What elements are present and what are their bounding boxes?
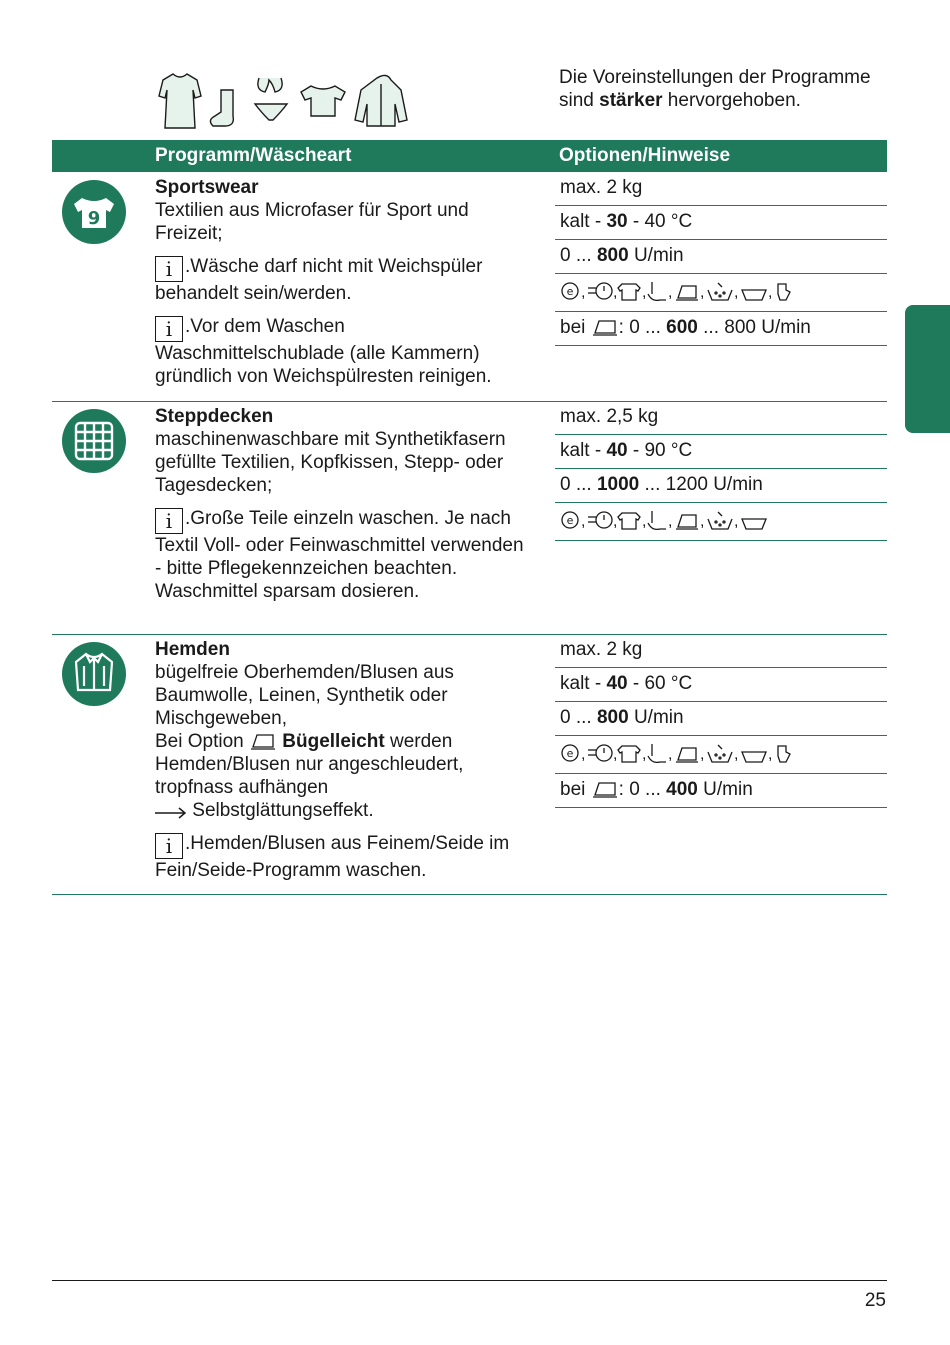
garment-icons — [155, 70, 415, 132]
temperature-range: kalt - 40 - 90 °C — [555, 435, 887, 469]
max-load: max. 2,5 kg — [555, 401, 887, 435]
dress-icon — [159, 74, 201, 128]
sock-icon — [210, 90, 233, 126]
rinse-icon — [648, 744, 666, 762]
soak-icon — [742, 290, 766, 300]
tshirt-icon — [301, 86, 345, 116]
easy-iron-icon — [618, 284, 640, 300]
svg-text:,: , — [668, 284, 673, 301]
info-note: i .Wäsche darf nicht mit Weichspüler behandelt sein/werden. — [155, 256, 483, 304]
wrinkle-icon — [591, 317, 619, 337]
svg-text:e: e — [566, 285, 574, 298]
header-options: Optionen/Hinweise — [559, 145, 731, 166]
svg-text:,: , — [768, 284, 773, 301]
rinse-icon — [648, 282, 666, 300]
jacket-icon — [355, 75, 407, 126]
prewash-icon — [708, 512, 732, 529]
eco-icon — [562, 283, 578, 299]
max-load: max. 2 kg — [555, 634, 887, 668]
temperature-range: kalt - 30 - 40 °C — [555, 206, 887, 240]
easy-iron-icon — [618, 513, 640, 529]
svg-text:,: , — [581, 284, 586, 301]
stain-icon — [778, 746, 790, 762]
svg-text:,: , — [668, 513, 673, 530]
svg-text:,: , — [642, 746, 647, 763]
info-icon: i — [155, 316, 183, 342]
max-load: max. 2 kg — [555, 172, 887, 206]
eco-icon — [562, 512, 578, 528]
program-name: Steppdecken — [155, 406, 274, 427]
program-row-hemden — [52, 634, 887, 894]
eco-icon — [562, 745, 578, 761]
prewash-icon — [708, 745, 732, 762]
shirt-icon — [62, 642, 126, 706]
svg-text:,: , — [613, 513, 618, 530]
svg-text:,: , — [613, 746, 618, 763]
chapter-tab — [905, 305, 950, 433]
info-icon: i — [155, 833, 183, 859]
arrow-right-icon — [155, 806, 187, 820]
program-description: bügelfreie Oberhemden/Blusen aus Baumwolle, Leinen, Synthetik oder Mischgeweben, — [155, 662, 454, 729]
wrinkle-icon — [591, 779, 619, 799]
program-row-sportswear — [52, 172, 887, 401]
svg-text:,: , — [668, 746, 673, 763]
time-icon — [588, 745, 612, 761]
program-description: maschinenwaschbare mit Synthetikfasern gefüllte Textilien, Kopfkissen, Stepp- oder Tagesdecken; — [155, 429, 506, 496]
spin-range: 0 ... 1000 ... 1200 U/min — [555, 469, 887, 503]
lingerie-icon — [255, 78, 287, 120]
svg-text:,: , — [734, 746, 739, 763]
svg-text:,: , — [734, 284, 739, 301]
info-icon: i — [155, 256, 183, 282]
result-note: Selbstglättungseffekt. — [155, 799, 535, 822]
svg-text:,: , — [734, 513, 739, 530]
page-number: 25 — [864, 1290, 886, 1311]
easy-iron-spin: bei : 0 ... 400 U/min — [555, 774, 887, 808]
info-note: i .Hemden/Blusen aus Feinem/Seide im Fein/Seide-Programm waschen. — [155, 833, 510, 881]
soak-icon — [742, 519, 766, 529]
table-header — [52, 140, 887, 172]
wrinkle-icon — [676, 286, 698, 300]
option-symbols — [555, 274, 887, 312]
wrinkle-icon — [676, 515, 698, 529]
spin-range: 0 ... 800 U/min — [555, 240, 887, 274]
svg-text:,: , — [581, 513, 586, 530]
header-program: Programm/Wäscheart — [155, 145, 352, 166]
svg-text:,: , — [700, 746, 705, 763]
svg-text:,: , — [768, 746, 773, 763]
svg-text:9: 9 — [87, 208, 101, 229]
defaults-note: Die Voreinstellungen der Programme sind stärker hervorgehoben. — [559, 67, 871, 111]
info-icon: i — [155, 508, 183, 534]
wrinkle-icon — [249, 731, 277, 751]
info-note: i .Große Teile einzeln waschen. Je nach Textil Voll- oder Feinwaschmittel verwenden - bitte Pflegekennzeichen beachten. Waschmittel sparsam dosieren. — [155, 508, 524, 602]
svg-text:,: , — [642, 513, 647, 530]
easy-iron-icon — [618, 746, 640, 762]
stain-icon — [778, 284, 790, 300]
rinse-icon — [648, 511, 666, 529]
program-name: Hemden — [155, 639, 230, 660]
program-description: Textilien aus Microfaser für Sport und Freizeit; — [155, 200, 469, 244]
spin-range: 0 ... 800 U/min — [555, 702, 887, 736]
time-icon — [588, 283, 612, 299]
time-icon — [588, 512, 612, 528]
footer-rule — [52, 1280, 887, 1281]
info-note: i .Vor dem Waschen Waschmittelschublade (alle Kammern) gründlich von Weichspülresten reinigen. — [155, 316, 492, 387]
program-row-steppdecken — [52, 401, 887, 634]
row-divider — [52, 894, 887, 895]
svg-text:,: , — [642, 284, 647, 301]
sportswear-icon — [62, 180, 126, 244]
easy-iron-note: Bei Option Bügelleicht werden Hemden/Blusen nur angeschleudert, tropfnass aufhängen — [155, 731, 464, 798]
wrinkle-icon — [676, 748, 698, 762]
option-symbols — [555, 736, 887, 774]
temperature-range: kalt - 40 - 60 °C — [555, 668, 887, 702]
svg-text:e: e — [566, 514, 574, 527]
soak-icon — [742, 752, 766, 762]
svg-text:,: , — [700, 284, 705, 301]
easy-iron-spin: bei : 0 ... 600 ... 800 U/min — [555, 312, 887, 346]
svg-text:,: , — [581, 746, 586, 763]
prewash-icon — [708, 283, 732, 300]
duvet-icon — [62, 409, 126, 473]
program-name: Sportswear — [155, 177, 259, 198]
option-symbols — [555, 503, 887, 541]
svg-text:,: , — [613, 284, 618, 301]
svg-text:e: e — [566, 747, 574, 760]
svg-text:,: , — [700, 513, 705, 530]
